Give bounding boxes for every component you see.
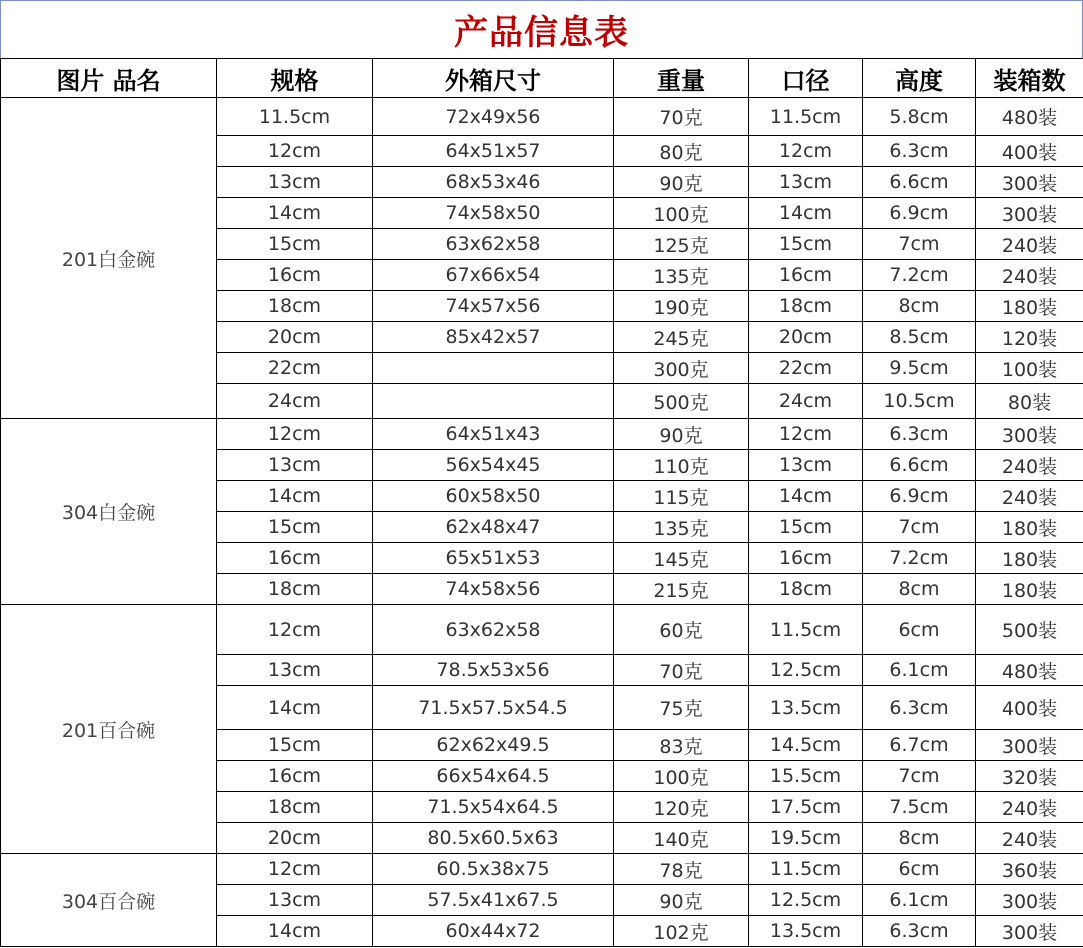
box-size-cell: 80.5x60.5x63 xyxy=(373,823,614,854)
diameter-cell: 13cm xyxy=(749,450,863,481)
box-size-cell: 64x51x57 xyxy=(373,136,614,167)
box-size-cell: 60.5x38x75 xyxy=(373,854,614,885)
diameter-cell: 15cm xyxy=(749,512,863,543)
table-row xyxy=(1,98,1083,136)
header-qty: 装箱数 xyxy=(976,59,1083,98)
qty-cell: 400装 xyxy=(976,686,1083,730)
height-cell: 6.6cm xyxy=(863,450,976,481)
qty-cell: 320装 xyxy=(976,761,1083,792)
height-cell: 6.3cm xyxy=(863,686,976,730)
diameter-cell: 12cm xyxy=(749,419,863,450)
height-cell: 6.9cm xyxy=(863,198,976,229)
qty-cell: 120装 xyxy=(976,322,1083,353)
spec-cell: 15cm xyxy=(217,512,373,543)
box-size-cell: 71.5x57.5x54.5 xyxy=(373,686,614,730)
weight-cell: 90克 xyxy=(614,167,749,198)
spec-cell: 22cm xyxy=(217,353,373,384)
header-diameter: 口径 xyxy=(749,59,863,98)
product-table xyxy=(0,58,1083,947)
box-size-cell: 57.5x41x67.5 xyxy=(373,885,614,916)
qty-cell: 300装 xyxy=(976,916,1083,947)
height-cell: 7cm xyxy=(863,761,976,792)
height-cell: 8cm xyxy=(863,291,976,322)
spec-cell: 20cm xyxy=(217,322,373,353)
weight-cell: 120克 xyxy=(614,792,749,823)
height-cell: 6.6cm xyxy=(863,167,976,198)
box-size-cell: 66x54x64.5 xyxy=(373,761,614,792)
header-row xyxy=(1,59,1083,98)
diameter-cell: 13.5cm xyxy=(749,686,863,730)
qty-cell: 400装 xyxy=(976,136,1083,167)
qty-cell: 500装 xyxy=(976,605,1083,655)
height-cell: 6cm xyxy=(863,854,976,885)
product-name-cell: 201百合碗 xyxy=(1,605,217,854)
table-row xyxy=(1,419,1083,450)
spec-cell: 14cm xyxy=(217,916,373,947)
diameter-cell: 19.5cm xyxy=(749,823,863,854)
weight-cell: 140克 xyxy=(614,823,749,854)
weight-cell: 215克 xyxy=(614,574,749,605)
weight-cell: 135克 xyxy=(614,260,749,291)
qty-cell: 180装 xyxy=(976,543,1083,574)
box-size-cell xyxy=(373,353,614,384)
height-cell: 6cm xyxy=(863,605,976,655)
qty-cell: 180装 xyxy=(976,512,1083,543)
box-size-cell: 62x62x49.5 xyxy=(373,730,614,761)
spec-cell: 11.5cm xyxy=(217,98,373,136)
weight-cell: 125克 xyxy=(614,229,749,260)
header-height: 高度 xyxy=(863,59,976,98)
spec-cell: 12cm xyxy=(217,605,373,655)
diameter-cell: 16cm xyxy=(749,543,863,574)
weight-cell: 115克 xyxy=(614,481,749,512)
header-name: 图片 品名 xyxy=(1,59,217,98)
diameter-cell: 12.5cm xyxy=(749,655,863,686)
diameter-cell: 24cm xyxy=(749,384,863,419)
diameter-cell: 13cm xyxy=(749,167,863,198)
height-cell: 7.5cm xyxy=(863,792,976,823)
height-cell: 7.2cm xyxy=(863,260,976,291)
diameter-cell: 11.5cm xyxy=(749,98,863,136)
weight-cell: 80克 xyxy=(614,136,749,167)
box-size-cell: 85x42x57 xyxy=(373,322,614,353)
spec-cell: 14cm xyxy=(217,481,373,512)
weight-cell: 70克 xyxy=(614,98,749,136)
spec-cell: 16cm xyxy=(217,260,373,291)
qty-cell: 480装 xyxy=(976,98,1083,136)
weight-cell: 90克 xyxy=(614,885,749,916)
spec-cell: 18cm xyxy=(217,291,373,322)
diameter-cell: 16cm xyxy=(749,260,863,291)
qty-cell: 180装 xyxy=(976,574,1083,605)
qty-cell: 300装 xyxy=(976,885,1083,916)
weight-cell: 102克 xyxy=(614,916,749,947)
header-spec: 规格 xyxy=(217,59,373,98)
table-row xyxy=(1,605,1083,655)
diameter-cell: 11.5cm xyxy=(749,605,863,655)
height-cell: 8.5cm xyxy=(863,322,976,353)
weight-cell: 500克 xyxy=(614,384,749,419)
box-size-cell: 78.5x53x56 xyxy=(373,655,614,686)
diameter-cell: 14cm xyxy=(749,481,863,512)
spec-cell: 12cm xyxy=(217,136,373,167)
height-cell: 6.1cm xyxy=(863,885,976,916)
qty-cell: 240装 xyxy=(976,481,1083,512)
diameter-cell: 18cm xyxy=(749,291,863,322)
spec-cell: 13cm xyxy=(217,167,373,198)
product-name-cell: 304百合碗 xyxy=(1,854,217,947)
box-size-cell: 62x48x47 xyxy=(373,512,614,543)
diameter-cell: 17.5cm xyxy=(749,792,863,823)
qty-cell: 300装 xyxy=(976,730,1083,761)
diameter-cell: 11.5cm xyxy=(749,854,863,885)
qty-cell: 300装 xyxy=(976,198,1083,229)
diameter-cell: 14.5cm xyxy=(749,730,863,761)
spec-cell: 14cm xyxy=(217,686,373,730)
weight-cell: 245克 xyxy=(614,322,749,353)
height-cell: 6.3cm xyxy=(863,916,976,947)
qty-cell: 180装 xyxy=(976,291,1083,322)
box-size-cell: 72x49x56 xyxy=(373,98,614,136)
box-size-cell: 60x58x50 xyxy=(373,481,614,512)
height-cell: 6.3cm xyxy=(863,419,976,450)
diameter-cell: 15.5cm xyxy=(749,761,863,792)
qty-cell: 240装 xyxy=(976,792,1083,823)
weight-cell: 75克 xyxy=(614,686,749,730)
spec-cell: 16cm xyxy=(217,543,373,574)
box-size-cell: 68x53x46 xyxy=(373,167,614,198)
spec-cell: 15cm xyxy=(217,730,373,761)
box-size-cell: 74x57x56 xyxy=(373,291,614,322)
diameter-cell: 12.5cm xyxy=(749,885,863,916)
weight-cell: 135克 xyxy=(614,512,749,543)
height-cell: 6.7cm xyxy=(863,730,976,761)
height-cell: 8cm xyxy=(863,823,976,854)
box-size-cell: 63x62x58 xyxy=(373,605,614,655)
spec-cell: 12cm xyxy=(217,854,373,885)
table-body xyxy=(1,98,1083,947)
product-name-cell: 201白金碗 xyxy=(1,98,217,419)
weight-cell: 100克 xyxy=(614,198,749,229)
qty-cell: 240装 xyxy=(976,229,1083,260)
qty-cell: 80装 xyxy=(976,384,1083,419)
product-name-cell: 304白金碗 xyxy=(1,419,217,605)
diameter-cell: 20cm xyxy=(749,322,863,353)
weight-cell: 110克 xyxy=(614,450,749,481)
height-cell: 6.1cm xyxy=(863,655,976,686)
qty-cell: 100装 xyxy=(976,353,1083,384)
height-cell: 7.2cm xyxy=(863,543,976,574)
diameter-cell: 12cm xyxy=(749,136,863,167)
height-cell: 8cm xyxy=(863,574,976,605)
weight-cell: 90克 xyxy=(614,419,749,450)
title-bar xyxy=(0,0,1083,58)
weight-cell: 190克 xyxy=(614,291,749,322)
diameter-cell: 14cm xyxy=(749,198,863,229)
diameter-cell: 22cm xyxy=(749,353,863,384)
diameter-cell: 15cm xyxy=(749,229,863,260)
box-size-cell: 63x62x58 xyxy=(373,229,614,260)
qty-cell: 360装 xyxy=(976,854,1083,885)
height-cell: 10.5cm xyxy=(863,384,976,419)
diameter-cell: 18cm xyxy=(749,574,863,605)
spec-cell: 13cm xyxy=(217,450,373,481)
table-row xyxy=(1,854,1083,885)
qty-cell: 240装 xyxy=(976,823,1083,854)
box-size-cell: 64x51x43 xyxy=(373,419,614,450)
diameter-cell: 13.5cm xyxy=(749,916,863,947)
spec-cell: 20cm xyxy=(217,823,373,854)
weight-cell: 100克 xyxy=(614,761,749,792)
qty-cell: 300装 xyxy=(976,167,1083,198)
weight-cell: 70克 xyxy=(614,655,749,686)
qty-cell: 300装 xyxy=(976,419,1083,450)
weight-cell: 300克 xyxy=(614,353,749,384)
box-size-cell xyxy=(373,384,614,419)
qty-cell: 240装 xyxy=(976,260,1083,291)
box-size-cell: 74x58x56 xyxy=(373,574,614,605)
height-cell: 6.3cm xyxy=(863,136,976,167)
spec-cell: 24cm xyxy=(217,384,373,419)
height-cell: 6.9cm xyxy=(863,481,976,512)
spec-cell: 16cm xyxy=(217,761,373,792)
box-size-cell: 60x44x72 xyxy=(373,916,614,947)
box-size-cell: 56x54x45 xyxy=(373,450,614,481)
weight-cell: 83克 xyxy=(614,730,749,761)
weight-cell: 145克 xyxy=(614,543,749,574)
spec-cell: 13cm xyxy=(217,885,373,916)
qty-cell: 240装 xyxy=(976,450,1083,481)
weight-cell: 78克 xyxy=(614,854,749,885)
spec-cell: 15cm xyxy=(217,229,373,260)
height-cell: 9.5cm xyxy=(863,353,976,384)
spec-cell: 13cm xyxy=(217,655,373,686)
height-cell: 7cm xyxy=(863,512,976,543)
header-box-size: 外箱尺寸 xyxy=(373,59,614,98)
height-cell: 7cm xyxy=(863,229,976,260)
weight-cell: 60克 xyxy=(614,605,749,655)
page-title: 产品信息表 xyxy=(454,13,629,53)
box-size-cell: 67x66x54 xyxy=(373,260,614,291)
qty-cell: 480装 xyxy=(976,655,1083,686)
spec-cell: 18cm xyxy=(217,792,373,823)
box-size-cell: 74x58x50 xyxy=(373,198,614,229)
box-size-cell: 71.5x54x64.5 xyxy=(373,792,614,823)
spec-cell: 18cm xyxy=(217,574,373,605)
height-cell: 5.8cm xyxy=(863,98,976,136)
header-weight: 重量 xyxy=(614,59,749,98)
spec-cell: 12cm xyxy=(217,419,373,450)
box-size-cell: 65x51x53 xyxy=(373,543,614,574)
spec-cell: 14cm xyxy=(217,198,373,229)
